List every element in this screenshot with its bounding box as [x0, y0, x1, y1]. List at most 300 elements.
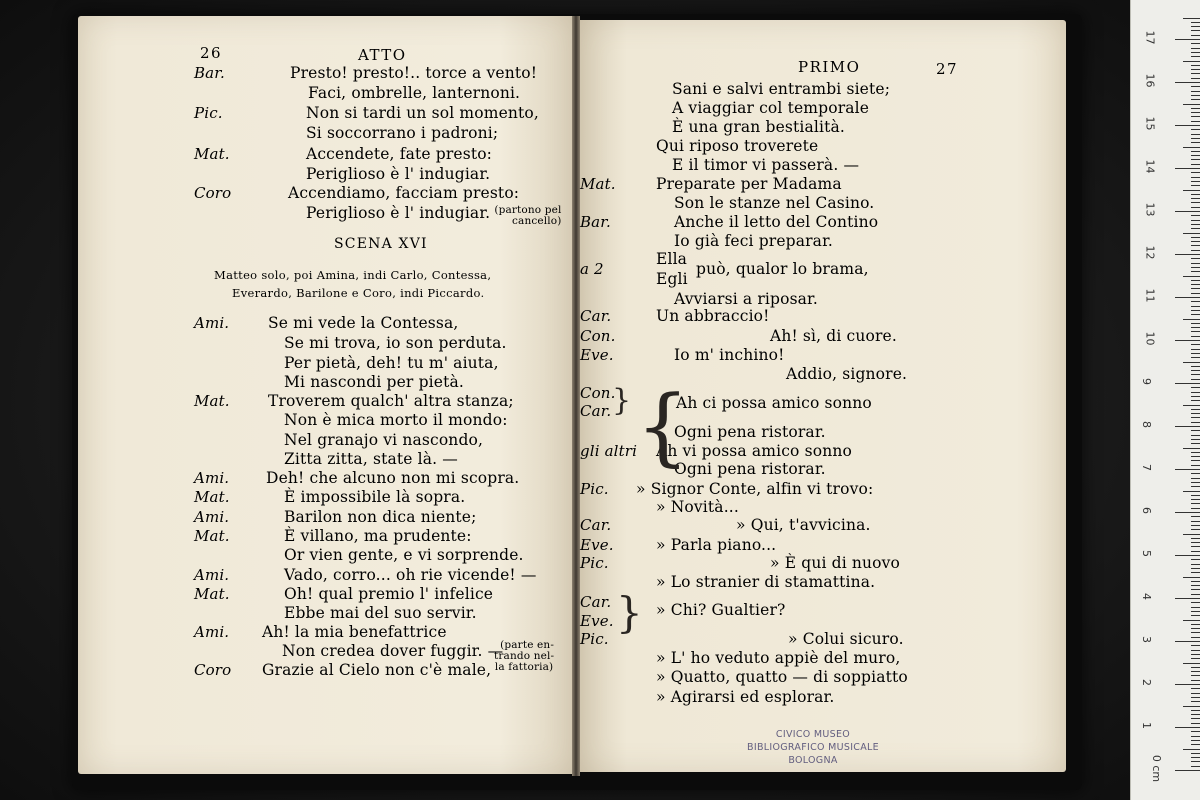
speaker-con: Con.	[580, 384, 616, 402]
ruler-tick	[1191, 710, 1200, 711]
ruler-tick	[1191, 306, 1200, 307]
ruler-tick	[1175, 82, 1200, 83]
ruler-tick	[1175, 512, 1200, 513]
ruler-tick	[1191, 323, 1200, 324]
ruler-tick	[1191, 99, 1200, 100]
ruler-tick	[1191, 417, 1200, 418]
ruler-tick	[1191, 353, 1200, 354]
ruler-tick	[1183, 190, 1200, 191]
ruler-tick	[1191, 516, 1200, 517]
ruler-tick	[1175, 426, 1200, 427]
ruler-tick	[1183, 18, 1200, 19]
ruler-number: 5	[1140, 550, 1153, 557]
right-speaker: Con.	[580, 327, 616, 345]
ruler-number: 13	[1143, 202, 1157, 217]
ruler-tick	[1191, 185, 1200, 186]
ruler-tick	[1191, 508, 1200, 509]
right-verse-line: Anche il letto del Contino	[674, 213, 879, 231]
ruler-number: 17	[1143, 30, 1157, 45]
ruler-tick	[1191, 280, 1200, 281]
right-verse-line: » Signor Conte, alfin vi trovo:	[636, 480, 874, 498]
ruler-tick	[1191, 121, 1200, 122]
right-verse-line: può, qualor lo brama,	[696, 260, 869, 278]
ruler-tick	[1191, 374, 1200, 375]
left-verse-line: Grazie al Cielo non c'è male,	[262, 661, 492, 679]
ruler-tick	[1191, 460, 1200, 461]
ruler-tick	[1191, 413, 1200, 414]
ruler-tick	[1191, 69, 1200, 70]
ruler-tick	[1191, 538, 1200, 539]
ruler-tick	[1191, 344, 1200, 345]
stage-direction-fattoria	[494, 640, 554, 673]
ruler-tick	[1191, 581, 1200, 582]
ruler-tick	[1191, 568, 1200, 569]
ruler-tick	[1183, 620, 1200, 621]
ruler-tick	[1175, 727, 1200, 728]
ruler-tick	[1191, 22, 1200, 23]
small-brace-icon: }	[612, 383, 632, 418]
ruler-tick	[1191, 202, 1200, 203]
right-verse-line: » L' ho veduto appiè del muro,	[656, 649, 901, 667]
ruler-tick	[1191, 529, 1200, 530]
right-verse-line: Ogni pena ristorar.	[674, 460, 826, 478]
left-speaker: Ami.	[194, 508, 230, 526]
left-verse-line: Per pietà, deh! tu m' aiuta,	[284, 354, 499, 372]
ruler-tick	[1191, 443, 1200, 444]
ruler-tick	[1191, 331, 1200, 332]
left-verse-line: Ah! la mia benefattrice	[262, 623, 447, 641]
right-verse-line: Son le stanze nel Casino.	[674, 194, 875, 212]
ruler-tick	[1191, 116, 1200, 117]
right-speaker: Pic.	[580, 554, 609, 572]
ruler-tick	[1191, 215, 1200, 216]
a2-label: a 2	[580, 260, 604, 278]
ruler-tick	[1191, 293, 1200, 294]
ruler-tick	[1191, 357, 1200, 358]
ruler-tick	[1191, 237, 1200, 238]
left-page-number: 26	[200, 44, 223, 62]
left-speaker: Mat.	[194, 585, 230, 603]
ruler-tick	[1191, 744, 1200, 745]
left-verse-line: Barilon non dica niente;	[284, 508, 477, 526]
ruler-tick	[1191, 761, 1200, 762]
right-verse-line: Ah ci possa amico sonno	[676, 394, 872, 412]
ruler-number: 9	[1140, 378, 1153, 385]
ruler-tick	[1191, 740, 1200, 741]
left-speaker: Coro	[194, 661, 232, 679]
left-speaker: Mat.	[194, 527, 230, 545]
ruler-tick	[1191, 753, 1200, 754]
ruler-tick	[1183, 749, 1200, 750]
left-speaker: Mat.	[194, 145, 230, 163]
ruler-tick	[1191, 138, 1200, 139]
ruler-tick	[1191, 559, 1200, 560]
ruler-tick	[1191, 30, 1200, 31]
ruler-tick	[1191, 134, 1200, 135]
speaker-eve-2: Eve.	[580, 612, 614, 630]
book-gutter	[572, 16, 580, 776]
left-verse-line: Non credea dover fuggir. —	[282, 642, 504, 660]
left-verse-line: Nel granajo vi nascondo,	[284, 431, 484, 449]
ruler-tick	[1191, 198, 1200, 199]
left-verse-line: Faci, ombrelle, lanternoni.	[308, 84, 521, 102]
ruler-tick	[1191, 151, 1200, 152]
ruler-tick	[1191, 241, 1200, 242]
right-verse-line: Ah! sì, di cuore.	[770, 327, 897, 345]
ruler-tick	[1191, 310, 1200, 311]
left-verse-line: Si soccorrano i padroni;	[306, 124, 499, 142]
ruler-tick	[1191, 220, 1200, 221]
ruler-tick	[1183, 362, 1200, 363]
library-stamp	[742, 728, 884, 767]
ruler-tick	[1191, 585, 1200, 586]
ruler-tick	[1191, 422, 1200, 423]
ruler-tick	[1191, 284, 1200, 285]
ruler-tick	[1175, 297, 1200, 298]
right-verse-line: » Lo stranier di stamattina.	[656, 573, 876, 591]
ruler-tick	[1183, 534, 1200, 535]
ruler-tick	[1191, 379, 1200, 380]
ruler-tick	[1191, 482, 1200, 483]
ruler-number: 12	[1143, 245, 1157, 260]
ruler-tick	[1191, 164, 1200, 165]
ruler-tick	[1175, 39, 1200, 40]
left-speaker: Ami.	[194, 314, 230, 332]
ruler-tick	[1191, 409, 1200, 410]
ruler-tick	[1183, 319, 1200, 320]
left-verse-line: Mi nascondi per pietà.	[284, 373, 464, 391]
right-speaker: gli altri	[580, 442, 638, 460]
ruler-tick	[1191, 624, 1200, 625]
ruler-tick	[1191, 267, 1200, 268]
ruler-tick	[1191, 142, 1200, 143]
ruler-number: 10	[1143, 331, 1157, 346]
right-verse-line: Ogni pena ristorar.	[674, 423, 826, 441]
left-speaker: Ami.	[194, 469, 230, 487]
ruler-tick	[1191, 86, 1200, 87]
ruler-number: 4	[1140, 593, 1153, 600]
right-speaker: Car.	[580, 516, 612, 534]
right-verse-line: Sani e salvi entrambi siete;	[672, 80, 891, 98]
ruler-tick	[1191, 400, 1200, 401]
scene-cast-line-2: Everardo, Barilone e Coro, indi Piccardo.	[232, 286, 485, 300]
ruler-tick	[1191, 615, 1200, 616]
ruler-tick	[1191, 224, 1200, 225]
left-speaker: Ami.	[194, 566, 230, 584]
ruler-tick	[1191, 688, 1200, 689]
ruler-tick	[1191, 766, 1200, 767]
ruler-tick	[1175, 555, 1200, 556]
left-verse-line: Periglioso è l' indugiar.	[306, 165, 491, 183]
ruler-tick	[1191, 499, 1200, 500]
left-verse-line: Periglioso è l' indugiar.	[306, 204, 491, 222]
left-verse-line: Non è mica morto il mondo:	[284, 411, 508, 429]
ruler-tick	[1191, 503, 1200, 504]
ruler-tick	[1191, 26, 1200, 27]
ruler-tick	[1191, 387, 1200, 388]
right-verse-line: » Colui sicuro.	[788, 630, 904, 648]
ruler-tick	[1175, 211, 1200, 212]
right-page-number: 27	[936, 60, 959, 78]
ruler-tick	[1191, 396, 1200, 397]
ruler-tick	[1191, 701, 1200, 702]
left-verse-line: Troverem qualch' altra stanza;	[268, 392, 514, 410]
ruler-tick	[1191, 602, 1200, 603]
ruler-tick	[1191, 546, 1200, 547]
ruler-tick	[1191, 392, 1200, 393]
left-verse-line: Oh! qual premio l' infelice	[284, 585, 494, 603]
stamp-line: BOLOGNA	[788, 755, 838, 766]
ruler-tick	[1191, 43, 1200, 44]
large-brace-icon: {	[636, 377, 690, 475]
ruler-tick	[1191, 456, 1200, 457]
ruler-tick	[1191, 52, 1200, 53]
ruler-tick	[1191, 439, 1200, 440]
ruler-number: 15	[1143, 116, 1157, 131]
left-verse-line: Accendiamo, facciam presto:	[288, 184, 520, 202]
ruler-tick	[1191, 159, 1200, 160]
ruler-tick	[1191, 693, 1200, 694]
brace-icon: }	[616, 588, 643, 637]
ruler-tick	[1191, 271, 1200, 272]
ruler-tick	[1191, 572, 1200, 573]
right-verse-line: » Qui, t'avvicina.	[736, 516, 871, 534]
ruler-tick	[1191, 564, 1200, 565]
right-speaker: Car.	[580, 307, 612, 325]
ruler-tick	[1191, 435, 1200, 436]
ruler-tick	[1191, 465, 1200, 466]
speaker-pic-2: Pic.	[580, 630, 609, 648]
ruler-number: 6	[1140, 507, 1153, 514]
left-speaker: Mat.	[194, 488, 230, 506]
left-speaker: Mat.	[194, 392, 230, 410]
left-verse-line: Se mi trova, io son perduta.	[284, 334, 507, 352]
ruler-tick	[1191, 452, 1200, 453]
ruler-tick	[1191, 314, 1200, 315]
ruler-tick	[1191, 731, 1200, 732]
ruler-tick	[1183, 448, 1200, 449]
ruler-tick	[1191, 73, 1200, 74]
stamp-line: CIVICO MUSEO	[775, 729, 851, 740]
ruler-tick	[1191, 301, 1200, 302]
ruler-number: 3	[1140, 636, 1153, 643]
scene-title: SCENA XVI	[334, 236, 428, 252]
ruler-tick	[1191, 714, 1200, 715]
ruler-tick	[1191, 245, 1200, 246]
right-verse-line: » Parla piano...	[656, 536, 777, 554]
right-verse-line: » È qui di nuovo	[770, 554, 901, 572]
ruler-tick	[1183, 104, 1200, 105]
ruler-tick	[1175, 684, 1200, 685]
ruler-tick	[1191, 521, 1200, 522]
ruler-tick	[1175, 254, 1200, 255]
ruler-tick	[1191, 525, 1200, 526]
ruler-tick	[1191, 697, 1200, 698]
stage-direction-exit	[492, 205, 561, 227]
ruler-tick	[1183, 663, 1200, 664]
ruler-tick	[1191, 671, 1200, 672]
ruler-tick	[1191, 78, 1200, 79]
ruler-tick	[1175, 125, 1200, 126]
left-verse-line: Non si tardi un sol momento,	[306, 104, 539, 122]
ruler-tick	[1191, 366, 1200, 367]
ruler-tick	[1191, 228, 1200, 229]
ella-label: Ella	[656, 250, 688, 268]
left-speaker: Bar.	[194, 64, 225, 82]
speaker-car: Car.	[580, 402, 612, 420]
ruler-number: 0 cm	[1150, 754, 1164, 783]
ruler-tick	[1191, 473, 1200, 474]
right-speaker: Eve.	[580, 346, 614, 364]
left-verse-line: Or vien gente, e vi sorprende.	[284, 546, 524, 564]
ruler-tick	[1175, 383, 1200, 384]
right-speaker: Eve.	[580, 536, 614, 554]
left-verse-line: Se mi vede la Contessa,	[268, 314, 459, 332]
ruler-tick	[1191, 349, 1200, 350]
ruler-tick	[1191, 56, 1200, 57]
ruler-tick	[1191, 486, 1200, 487]
ruler-number: 16	[1143, 73, 1157, 88]
stage-direction-line: la fattoria)	[494, 661, 554, 673]
ruler-tick	[1191, 675, 1200, 676]
ruler-tick	[1183, 706, 1200, 707]
scene-cast-line-1: Matteo solo, poi Amina, indi Carlo, Contessa,	[214, 268, 492, 282]
ruler-tick	[1191, 650, 1200, 651]
right-verse-line: Avviarsi a riposar.	[674, 290, 818, 308]
right-speaker: Pic.	[580, 480, 609, 498]
right-verse-line: Preparate per Madama	[656, 175, 842, 193]
ruler-tick	[1175, 469, 1200, 470]
ruler-tick	[1191, 542, 1200, 543]
ruler-tick	[1191, 250, 1200, 251]
ruler-number: 11	[1143, 288, 1157, 303]
left-verse-line: È impossibile là sopra.	[284, 488, 466, 506]
ruler-tick	[1175, 168, 1200, 169]
stamp-line: BIBLIOGRAFICO MUSICALE	[747, 742, 879, 753]
ruler-tick	[1191, 258, 1200, 259]
right-verse-line: Ah vi possa amico sonno	[656, 442, 852, 460]
left-verse-line: Zitta zitta, state là. —	[284, 450, 458, 468]
ruler-tick	[1183, 405, 1200, 406]
ruler-tick	[1191, 65, 1200, 66]
ruler-tick	[1191, 194, 1200, 195]
right-verse-line: » Chi? Gualtier?	[656, 601, 786, 619]
ruler-tick	[1191, 263, 1200, 264]
ruler-tick	[1191, 108, 1200, 109]
ruler-tick	[1191, 723, 1200, 724]
right-verse-line: Un abbraccio!	[656, 307, 770, 325]
right-speaker: Mat.	[580, 175, 616, 193]
right-verse-line: » Quatto, quatto — di soppiatto	[656, 668, 908, 686]
right-verse-line: Qui riposo troverete	[656, 137, 819, 155]
ruler-tick	[1191, 288, 1200, 289]
ruler-number: 14	[1143, 159, 1157, 174]
left-speaker: Pic.	[194, 104, 223, 122]
ruler-tick	[1191, 757, 1200, 758]
ruler-tick	[1191, 495, 1200, 496]
right-verse-line: » Novità...	[656, 498, 739, 516]
right-verse-line: A viaggiar col temporale	[672, 99, 870, 117]
ruler-number: 8	[1140, 421, 1153, 428]
left-verse-line: È villano, ma prudente:	[284, 527, 472, 545]
ruler-tick	[1191, 632, 1200, 633]
ruler-tick	[1175, 598, 1200, 599]
ruler-tick	[1191, 667, 1200, 668]
ruler-tick	[1191, 680, 1200, 681]
stage-direction-line: cancello)	[512, 215, 562, 227]
left-speaker: Ami.	[194, 623, 230, 641]
ruler-tick	[1191, 35, 1200, 36]
ruler-tick	[1183, 577, 1200, 578]
ruler-tick	[1191, 645, 1200, 646]
right-verse-line: È una gran bestialità.	[672, 118, 845, 136]
ruler-tick	[1191, 129, 1200, 130]
ruler-tick	[1191, 478, 1200, 479]
ruler-number: 1	[1140, 722, 1153, 729]
ruler-tick	[1183, 147, 1200, 148]
ruler-tick	[1191, 589, 1200, 590]
ruler-tick	[1191, 172, 1200, 173]
right-running-head: PRIMO	[798, 58, 861, 76]
ruler-tick	[1183, 233, 1200, 234]
ruler-tick	[1191, 207, 1200, 208]
ruler-tick	[1191, 607, 1200, 608]
stage-direction-line: (parte en-	[500, 639, 555, 651]
ruler-tick	[1191, 736, 1200, 737]
egli-label: Egli	[656, 270, 688, 288]
ruler-tick	[1191, 48, 1200, 49]
ruler-number: 2	[1140, 679, 1153, 686]
left-speaker: Coro	[194, 184, 232, 202]
left-verse-line: Accendete, fate presto:	[306, 145, 493, 163]
ruler-tick	[1175, 770, 1200, 771]
ruler-tick	[1191, 155, 1200, 156]
right-verse-line: E il timor vi passerà. —	[672, 156, 860, 174]
ruler-tick	[1191, 654, 1200, 655]
ruler-tick	[1191, 611, 1200, 612]
ruler-tick	[1191, 594, 1200, 595]
ruler-tick	[1191, 91, 1200, 92]
ruler-tick	[1191, 430, 1200, 431]
ruler-tick	[1191, 637, 1200, 638]
ruler-tick	[1183, 491, 1200, 492]
ruler-tick	[1191, 112, 1200, 113]
left-running-head: ATTO	[358, 46, 407, 64]
ruler-tick	[1183, 61, 1200, 62]
ruler-tick	[1191, 181, 1200, 182]
measuring-ruler	[1130, 0, 1200, 800]
left-verse-line: Presto! presto!.. torce a vento!	[290, 64, 538, 82]
ruler-tick	[1191, 177, 1200, 178]
ruler-number: 7	[1140, 464, 1153, 471]
right-speaker: Bar.	[580, 213, 611, 231]
stage-direction-line: trando nel-	[494, 650, 555, 662]
speaker-car-2: Car.	[580, 593, 612, 611]
ruler-tick	[1183, 276, 1200, 277]
left-verse-line: Deh! che alcuno non mi scopra.	[266, 469, 520, 487]
ruler-tick	[1191, 658, 1200, 659]
ruler-tick	[1191, 336, 1200, 337]
ruler-tick	[1175, 641, 1200, 642]
right-verse-line: » Agirarsi ed esplorar.	[656, 688, 835, 706]
right-verse-line: Addio, signore.	[786, 365, 908, 383]
left-verse-line: Ebbe mai del suo servir.	[284, 604, 477, 622]
ruler-tick	[1175, 340, 1200, 341]
left-verse-line: Vado, corro... oh rie vicende! —	[284, 566, 537, 584]
ruler-tick	[1191, 718, 1200, 719]
ruler-tick	[1191, 628, 1200, 629]
stage-direction-line: (partono pel	[494, 204, 562, 216]
